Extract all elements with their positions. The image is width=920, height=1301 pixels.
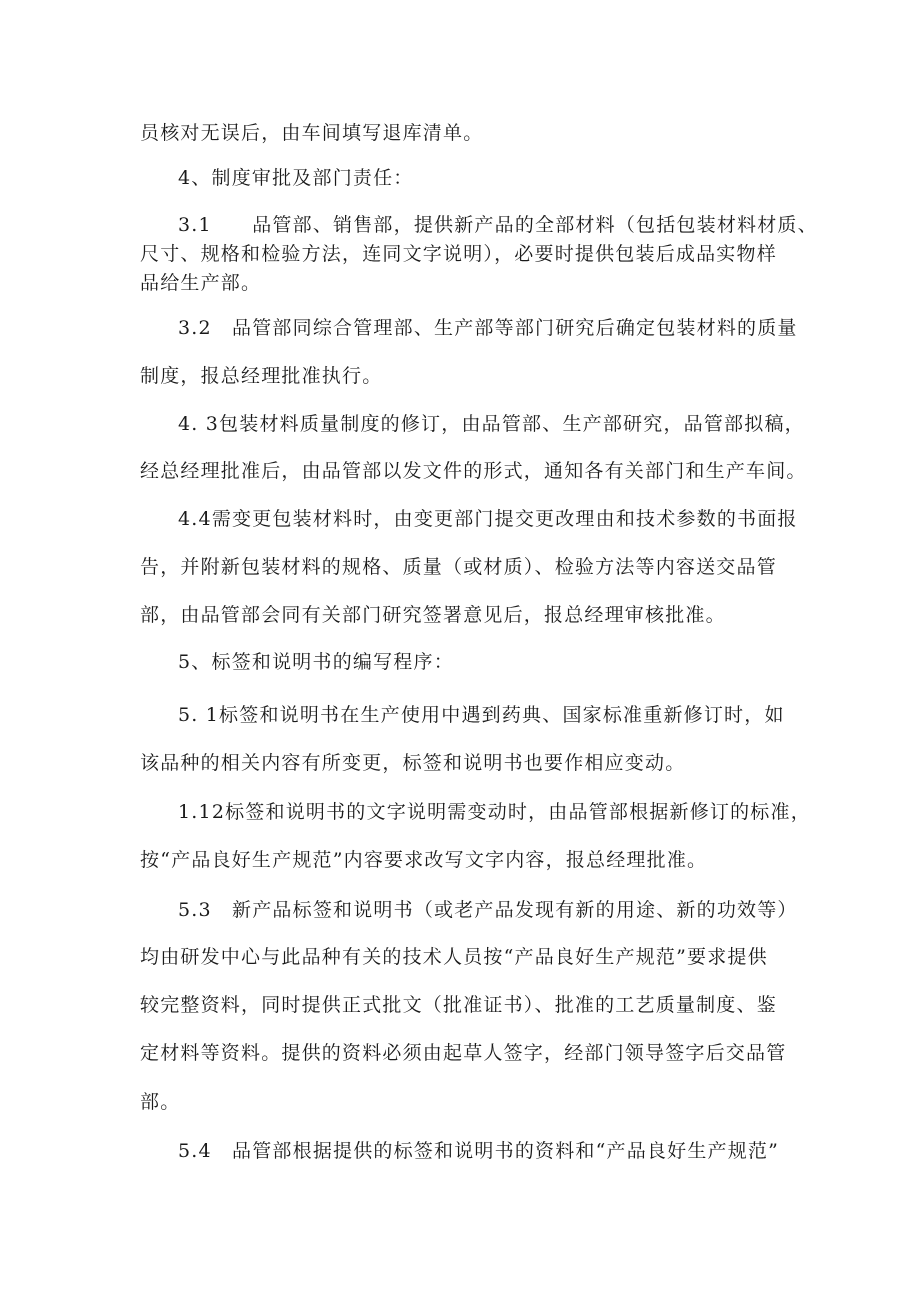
text-line: 经总经理批准后，由品管部以发文件的形式，通知各有关部门和生产车间。: [140, 460, 807, 482]
text-line: 较完整资料，同时提供正式批文（批准证书）、批准的工艺质量制度、鉴: [140, 994, 777, 1016]
text-line: 按“产品良好生产规范”内容要求改写文字内容，报总经理批准。: [140, 849, 708, 871]
section-heading: 5、标签和说明书的编写程序：: [178, 651, 454, 673]
text-line: 制度，报总经理批准执行。: [140, 365, 383, 387]
text-line: 5.4 品管部根据提供的标签和说明书的资料和“产品良好生产规范”: [178, 1140, 780, 1162]
text-line: 5. 1标签和说明书在生产使用中遇到药典、国家标准重新修订时，如: [178, 704, 785, 726]
text-line: 该品种的相关内容有所变更，标签和说明书也要作相应变动。: [140, 752, 686, 774]
text-line: 1.12标签和说明书的文字说明需变动时，由品管部根据新修订的标准，: [178, 801, 811, 823]
text-line: 均由研发中心与此品种有关的技术人员按“产品良好生产规范”要求提供: [140, 946, 768, 968]
text-line: 5.3 新产品标签和说明书（或老产品发现有新的用途、新的功效等）: [178, 899, 798, 921]
section-heading: 4、制度审批及部门责任：: [178, 167, 414, 189]
text-line: 部。: [140, 1091, 181, 1113]
text-line: 告，并附新包装材料的规格、质量（或材质）、检验方法等内容送交品管: [140, 556, 777, 578]
text-line: 3.1 品管部、销售部，提供新产品的全部材料（包括包装材料材质、: [178, 214, 818, 236]
text-line: 部，由品管部会同有关部门研究签署意见后，报总经理审核批准。: [140, 604, 726, 626]
text-line: 4. 3包装材料质量制度的修订，由品管部、生产部研究，品管部拟稿，: [178, 413, 805, 435]
text-line: 定材料等资料。提供的资料必须由起草人签字，经部门领导签字后交品管: [140, 1042, 787, 1064]
text-line: 3.2 品管部同综合管理部、生产部等部门研究后确定包装材料的质量: [178, 317, 798, 339]
text-line: 4.4需变更包装材料时，由变更部门提交更改理由和技术参数的书面报: [178, 508, 798, 530]
text-line: 品给生产部。: [140, 272, 262, 294]
text-line: 尺寸、规格和检验方法，连同文字说明），必要时提供包装后成品实物样: [140, 243, 777, 265]
text-line: 员核对无误后，由车间填写退库清单。: [140, 122, 484, 144]
